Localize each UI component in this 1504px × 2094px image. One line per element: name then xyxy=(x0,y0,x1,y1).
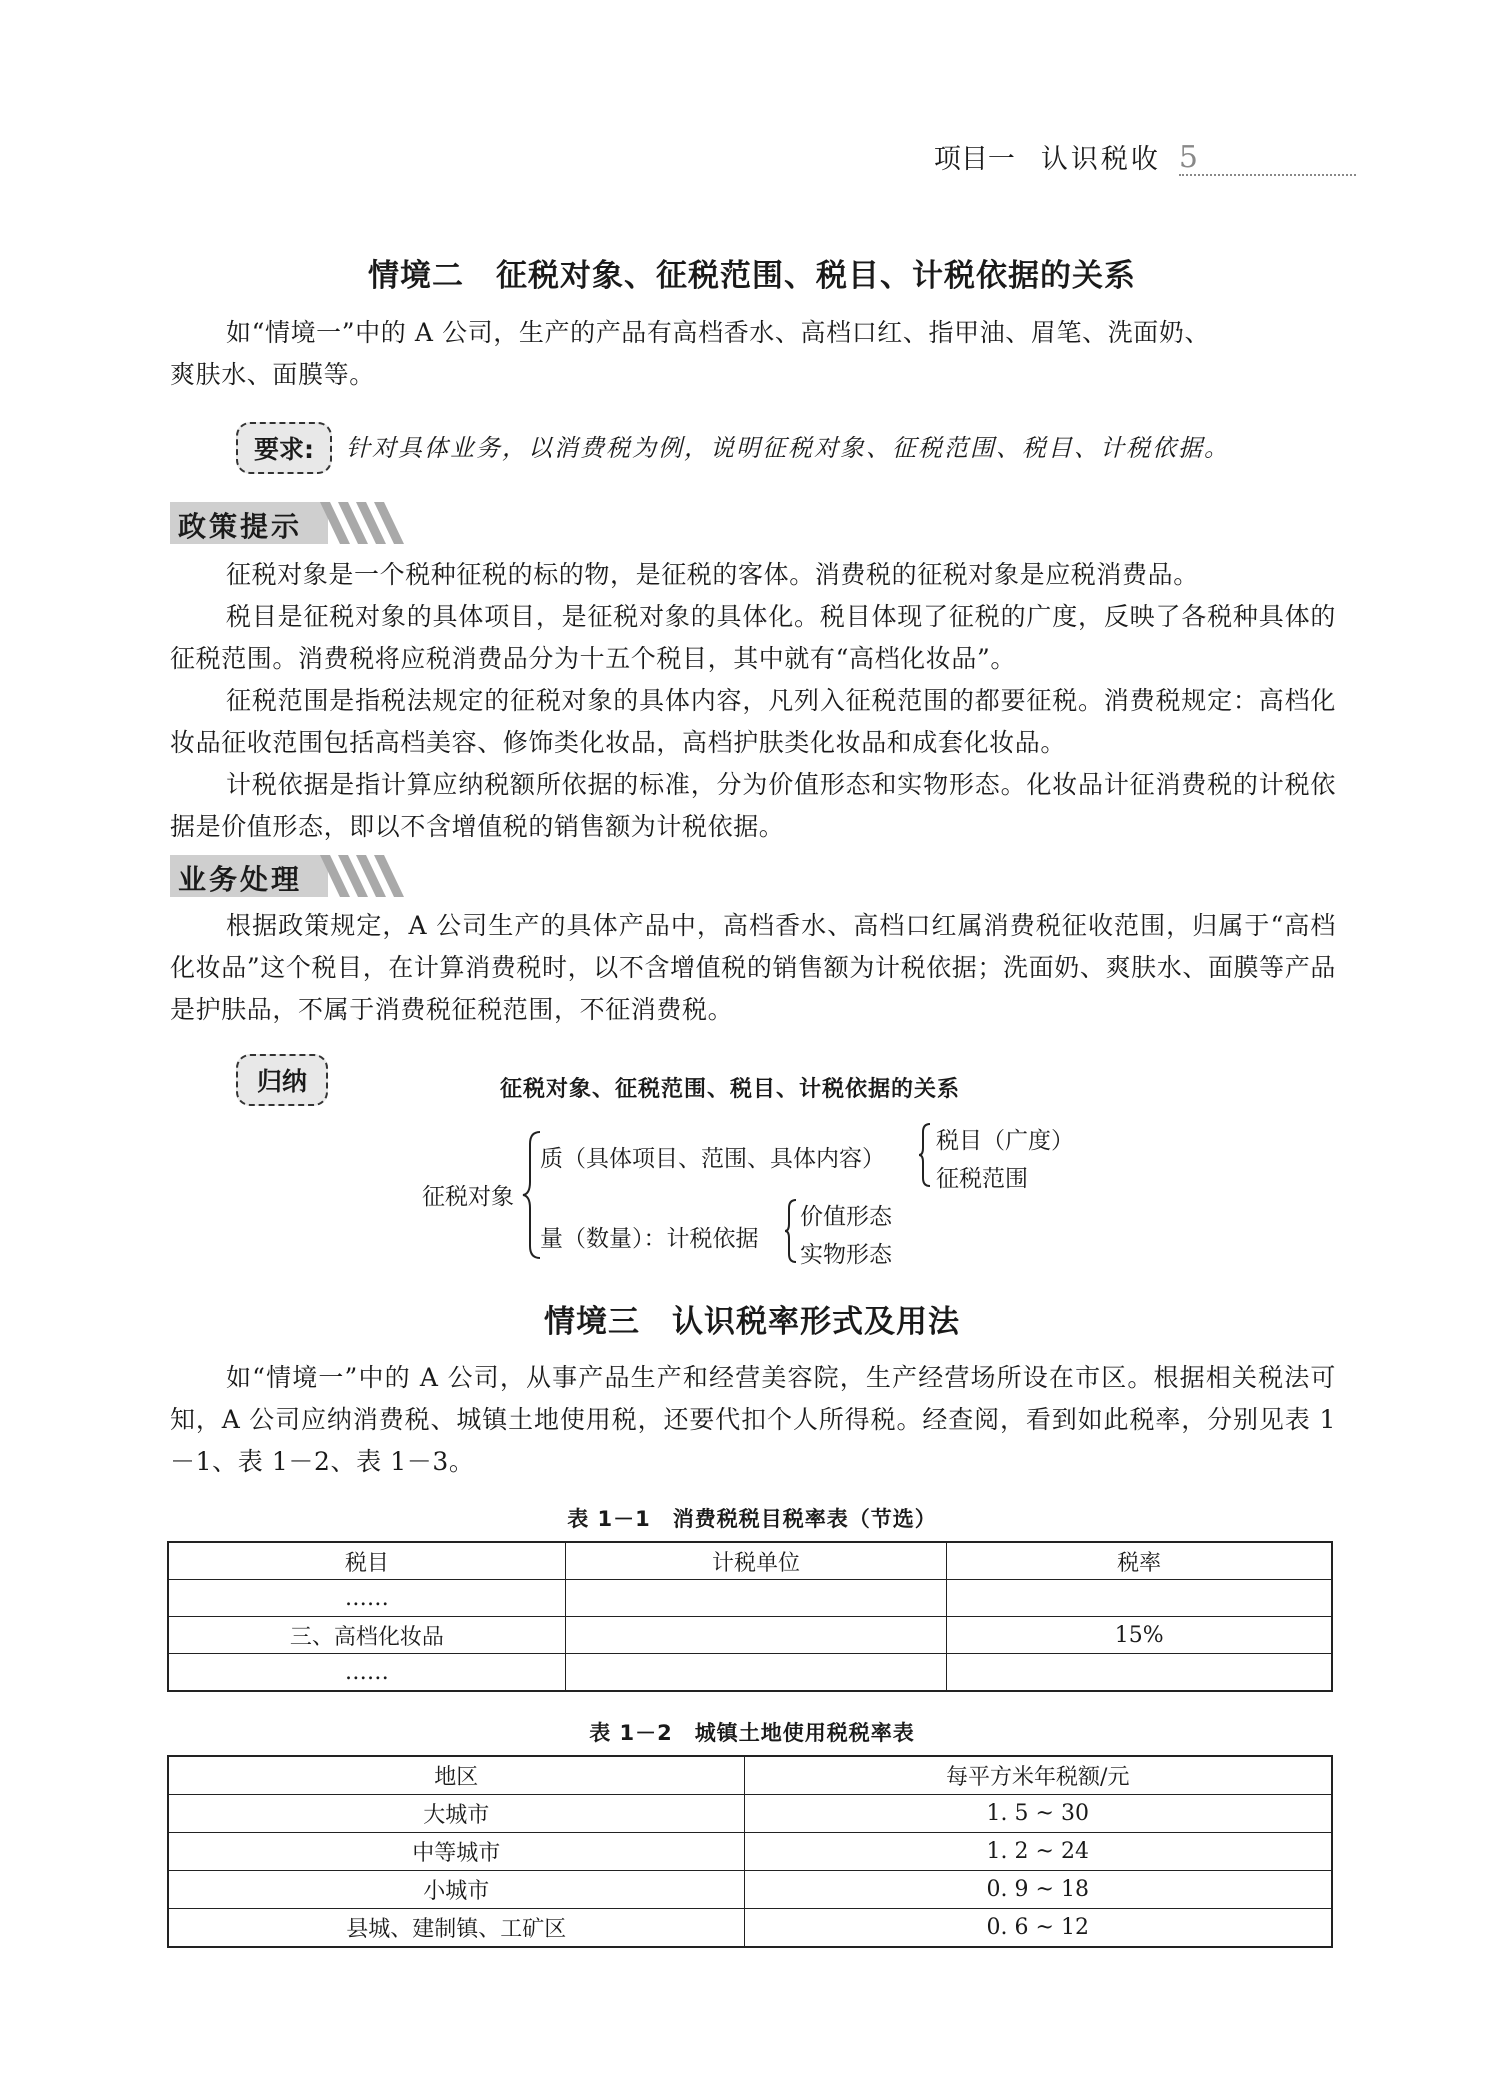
summary-label: 归纳 xyxy=(256,1067,307,1096)
diagram-quality-a: 税目（广度） xyxy=(936,1128,1074,1154)
table-header-row xyxy=(169,1543,1332,1580)
page-number: 5 xyxy=(1179,142,1356,176)
table-row xyxy=(169,1833,1332,1871)
table-header-cell: 税目 xyxy=(169,1543,566,1580)
table-cell: 1. 5 ~ 30 xyxy=(744,1795,1332,1833)
table-row xyxy=(169,1909,1332,1947)
diagram-root: 征税对象 xyxy=(422,1184,514,1210)
requirement-text: 针对具体业务，以消费税为例，说明征税对象、征税范围、税目、计税依据。 xyxy=(346,434,1230,462)
table-cell: 县城、建制镇、工矿区 xyxy=(169,1909,745,1947)
policy-paragraph-4: 计税依据是指计算应纳税额所依据的标准，分为价值形态和实物形态。化妆品计征消费税的计税依据是价值形态，即以不含增值税的销售额为计税依据。 xyxy=(170,770,1336,841)
running-header xyxy=(934,137,1356,176)
table-row xyxy=(169,1617,1332,1654)
requirement-label: 要求: xyxy=(254,435,314,464)
table-cell: …… xyxy=(169,1654,566,1691)
table-header-cell: 计税单位 xyxy=(565,1543,947,1580)
summary-badge xyxy=(236,1054,328,1106)
table2-caption: 表 1－2 城镇土地使用税税率表 xyxy=(589,1721,915,1745)
section3-title: 情境三 认识税率形式及用法 xyxy=(544,1304,960,1340)
diagram-quantity-b: 实物形态 xyxy=(800,1242,892,1268)
policy-paragraph-1: 征税对象是一个税种征税的标的物，是征税的客体。消费税的征税对象是应税消费品。 xyxy=(226,560,1199,589)
business-banner-label: 业务处理 xyxy=(178,863,303,896)
requirement-badge xyxy=(236,422,332,474)
intro-line-1: 如“情境一”中的 A 公司，生产的产品有高档香水、高档口红、指甲油、眉笔、洗面奶、 xyxy=(226,318,1211,347)
land-use-tax-table xyxy=(168,1756,1332,1947)
policy-paragraph-2: 税目是征税对象的具体项目，是征税对象的具体化。税目体现了征税的广度，反映了各税种具体的征税范围。消费税将应税消费品分为十五个税目，其中就有“高档化妆品”。 xyxy=(170,602,1336,673)
brace-icon xyxy=(522,1130,542,1260)
table-row xyxy=(169,1654,1332,1691)
table-header-cell: 地区 xyxy=(169,1757,745,1795)
chapter-label: 项目一 xyxy=(933,144,1015,175)
table-row xyxy=(169,1871,1332,1909)
diagram-quality: 质（具体项目、范围、具体内容） xyxy=(540,1146,885,1172)
table-cell xyxy=(947,1654,1332,1691)
policy-banner xyxy=(170,502,410,544)
table-cell: 0. 6 ~ 12 xyxy=(744,1909,1332,1947)
diagram-title: 征税对象、征税范围、税目、计税依据的关系 xyxy=(500,1077,961,1102)
business-banner xyxy=(170,855,410,897)
table-cell xyxy=(565,1617,947,1654)
table-header-cell: 每平方米年税额/元 xyxy=(744,1757,1332,1795)
table-cell xyxy=(947,1580,1332,1617)
diagram-quality-b: 征税范围 xyxy=(936,1166,1028,1192)
intro-line-2: 爽肤水、面膜等。 xyxy=(170,360,375,389)
policy-paragraph-3: 征税范围是指税法规定的征税对象的具体内容，凡列入征税范围的都要征税。消费税规定：高档化妆品征收范围包括高档美容、修饰类化妆品，高档护肤类化妆品和成套化妆品。 xyxy=(170,686,1336,757)
stripes-icon xyxy=(320,855,420,897)
table-cell: 1. 2 ~ 24 xyxy=(744,1833,1332,1871)
table-row xyxy=(169,1795,1332,1833)
table-row xyxy=(169,1580,1332,1617)
table-cell: 中等城市 xyxy=(169,1833,745,1871)
table-cell: 小城市 xyxy=(169,1871,745,1909)
table1-caption: 表 1－1 消费税税目税率表（节选） xyxy=(567,1507,937,1531)
section3-paragraph: 如“情境一”中的 A 公司，从事产品生产和经营美容院，生产经营场所设在市区。根据相关税法可知，A 公司应纳消费税、城镇土地使用税，还要代扣个人所得税。经查阅，看到如此税率，分别见表 1－1、表 1－2、表 1－3。 xyxy=(170,1363,1336,1476)
table-cell xyxy=(565,1580,947,1617)
table-cell: 大城市 xyxy=(169,1795,745,1833)
section-title: 情境二 征税对象、征税范围、税目、计税依据的关系 xyxy=(368,258,1136,294)
table-header-cell: 税率 xyxy=(947,1543,1332,1580)
table-cell: 三、高档化妆品 xyxy=(169,1617,566,1654)
table-header-row xyxy=(169,1757,1332,1795)
table-cell: 0. 9 ~ 18 xyxy=(744,1871,1332,1909)
diagram-quantity: 量（数量）：计税依据 xyxy=(540,1226,759,1252)
business-paragraph: 根据政策规定，A 公司生产的具体产品中，高档香水、高档口红属消费税征收范围，归属于“高档化妆品”这个税目，在计算消费税时，以不含增值税的销售额为计税依据；洗面奶、爽肤水、面膜等产品是护肤品，不属于消费税征税范围，不征消费税。 xyxy=(170,911,1336,1024)
stripes-icon xyxy=(320,502,420,544)
brace-icon xyxy=(784,1198,798,1264)
table-cell xyxy=(565,1654,947,1691)
policy-banner-label: 政策提示 xyxy=(178,510,303,543)
table-cell: 15% xyxy=(947,1617,1332,1654)
chapter-title: 认识税收 xyxy=(1040,144,1161,175)
brace-icon xyxy=(918,1122,932,1188)
consumption-tax-table xyxy=(168,1542,1332,1691)
table-cell: …… xyxy=(169,1580,566,1617)
diagram-quantity-a: 价值形态 xyxy=(800,1204,892,1230)
